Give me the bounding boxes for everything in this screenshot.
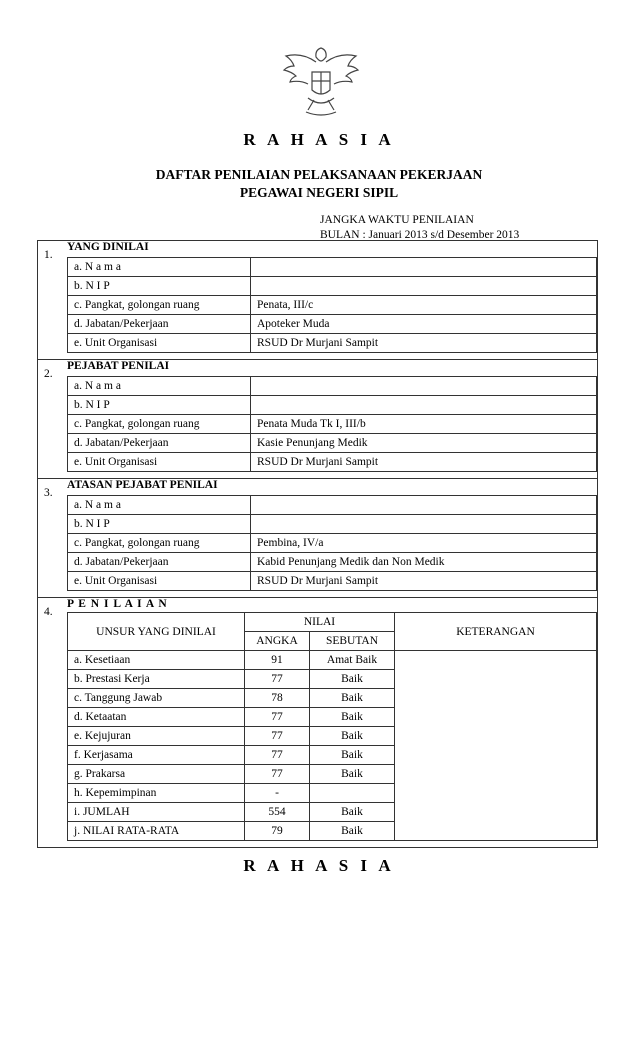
section-row xyxy=(38,479,598,598)
field-label: e. Unit Organisasi xyxy=(68,334,251,353)
field-value: RSUD Dr Murjani Sampit xyxy=(251,572,597,591)
field-row xyxy=(68,434,597,453)
section-row-penilaian xyxy=(38,598,598,848)
score-sebutan: Baik xyxy=(310,670,395,689)
score-label: e. Kejujuran xyxy=(68,727,245,746)
score-sebutan: Baik xyxy=(310,822,395,841)
section-content xyxy=(67,598,598,848)
document-title-line2: PEGAWAI NEGERI SIPIL xyxy=(239,185,399,200)
field-value: RSUD Dr Murjani Sampit xyxy=(251,334,597,353)
score-label: h. Kepemimpinan xyxy=(68,784,245,803)
header-nilai: NILAI xyxy=(245,613,395,632)
field-label: b. N I P xyxy=(68,277,251,296)
score-row xyxy=(68,651,597,670)
field-row xyxy=(68,534,597,553)
assessment-form xyxy=(37,240,598,848)
section-fields-table xyxy=(67,257,597,353)
field-label: c. Pangkat, golongan ruang xyxy=(68,534,251,553)
score-sebutan: Baik xyxy=(310,727,395,746)
field-label: d. Jabatan/Pekerjaan xyxy=(68,553,251,572)
field-row xyxy=(68,453,597,472)
field-row xyxy=(68,396,597,415)
field-row xyxy=(68,315,597,334)
field-label: a. N a m a xyxy=(68,258,251,277)
score-label: b. Prestasi Kerja xyxy=(68,670,245,689)
field-value: Apoteker Muda xyxy=(251,315,597,334)
score-label: f. Kerjasama xyxy=(68,746,245,765)
field-row xyxy=(68,515,597,534)
header-unsur: UNSUR YANG DINILAI xyxy=(68,613,245,651)
field-value xyxy=(251,277,597,296)
field-value xyxy=(251,377,597,396)
keterangan-cell xyxy=(395,651,597,841)
section-number: 1. xyxy=(38,241,68,360)
score-sebutan: Amat Baik xyxy=(310,651,395,670)
section-content xyxy=(67,360,598,479)
score-label: c. Tanggung Jawab xyxy=(68,689,245,708)
field-value: Kasie Penunjang Medik xyxy=(251,434,597,453)
field-row xyxy=(68,415,597,434)
score-sebutan: Baik xyxy=(310,689,395,708)
score-sebutan xyxy=(310,784,395,803)
score-sebutan: Baik xyxy=(310,746,395,765)
section-content xyxy=(67,479,598,598)
field-label: e. Unit Organisasi xyxy=(68,572,251,591)
score-sebutan: Baik xyxy=(310,708,395,727)
field-label: a. N a m a xyxy=(68,377,251,396)
field-row xyxy=(68,377,597,396)
penilaian-header-row xyxy=(68,613,597,632)
period-label: JANGKA WAKTU PENILAIAN xyxy=(320,214,474,226)
field-row xyxy=(68,296,597,315)
document-title-line1: DAFTAR PENILAIAN PELAKSANAAN PEKERJAAN xyxy=(155,167,483,182)
section-row xyxy=(38,241,598,360)
section-title: YANG DINILAI xyxy=(67,241,149,253)
field-label: b. N I P xyxy=(68,396,251,415)
rahasia-top-heading: R A H A S I A xyxy=(243,130,395,149)
score-angka: 77 xyxy=(245,708,310,727)
field-row xyxy=(68,334,597,353)
score-angka: 77 xyxy=(245,670,310,689)
field-value xyxy=(251,496,597,515)
field-row xyxy=(68,258,597,277)
score-angka: 77 xyxy=(245,727,310,746)
section-fields-table xyxy=(67,495,597,591)
header-sebutan: SEBUTAN xyxy=(310,632,395,651)
score-angka: 554 xyxy=(245,803,310,822)
section-title: ATASAN PEJABAT PENILAI xyxy=(67,479,218,491)
field-label: c. Pangkat, golongan ruang xyxy=(68,296,251,315)
penilaian-table xyxy=(67,612,597,841)
field-label: c. Pangkat, golongan ruang xyxy=(68,415,251,434)
field-row xyxy=(68,572,597,591)
garuda-emblem-icon xyxy=(276,38,366,128)
field-row xyxy=(68,277,597,296)
score-label: d. Ketaatan xyxy=(68,708,245,727)
field-value: Penata Muda Tk I, III/b xyxy=(251,415,597,434)
field-value xyxy=(251,515,597,534)
field-value: RSUD Dr Murjani Sampit xyxy=(251,453,597,472)
header-keterangan: KETERANGAN xyxy=(395,613,597,651)
field-value: Kabid Penunjang Medik dan Non Medik xyxy=(251,553,597,572)
score-sebutan: Baik xyxy=(310,803,395,822)
section-title: P E N I L A I A N xyxy=(67,598,168,610)
field-value xyxy=(251,396,597,415)
score-angka: 79 xyxy=(245,822,310,841)
section-number: 3. xyxy=(38,479,68,598)
section-title: PEJABAT PENILAI xyxy=(67,360,170,372)
score-label: j. NILAI RATA-RATA xyxy=(68,822,245,841)
field-value xyxy=(251,258,597,277)
score-sebutan: Baik xyxy=(310,765,395,784)
rahasia-bottom-heading: R A H A S I A xyxy=(243,856,395,875)
field-label: d. Jabatan/Pekerjaan xyxy=(68,315,251,334)
score-angka: - xyxy=(245,784,310,803)
field-row xyxy=(68,496,597,515)
score-angka: 91 xyxy=(245,651,310,670)
field-label: b. N I P xyxy=(68,515,251,534)
section-number: 2. xyxy=(38,360,68,479)
score-angka: 77 xyxy=(245,765,310,784)
score-angka: 78 xyxy=(245,689,310,708)
field-row xyxy=(68,553,597,572)
header-angka: ANGKA xyxy=(245,632,310,651)
section-content xyxy=(67,241,598,360)
section-row xyxy=(38,360,598,479)
period-range: BULAN : Januari 2013 s/d Desember 2013 xyxy=(320,229,520,241)
score-angka: 77 xyxy=(245,746,310,765)
score-label: a. Kesetiaan xyxy=(68,651,245,670)
section-fields-table xyxy=(67,376,597,472)
field-value: Pembina, IV/a xyxy=(251,534,597,553)
section-number: 4. xyxy=(38,598,68,848)
field-label: a. N a m a xyxy=(68,496,251,515)
score-label: i. JUMLAH xyxy=(68,803,245,822)
field-label: d. Jabatan/Pekerjaan xyxy=(68,434,251,453)
field-label: e. Unit Organisasi xyxy=(68,453,251,472)
field-value: Penata, III/c xyxy=(251,296,597,315)
score-label: g. Prakarsa xyxy=(68,765,245,784)
